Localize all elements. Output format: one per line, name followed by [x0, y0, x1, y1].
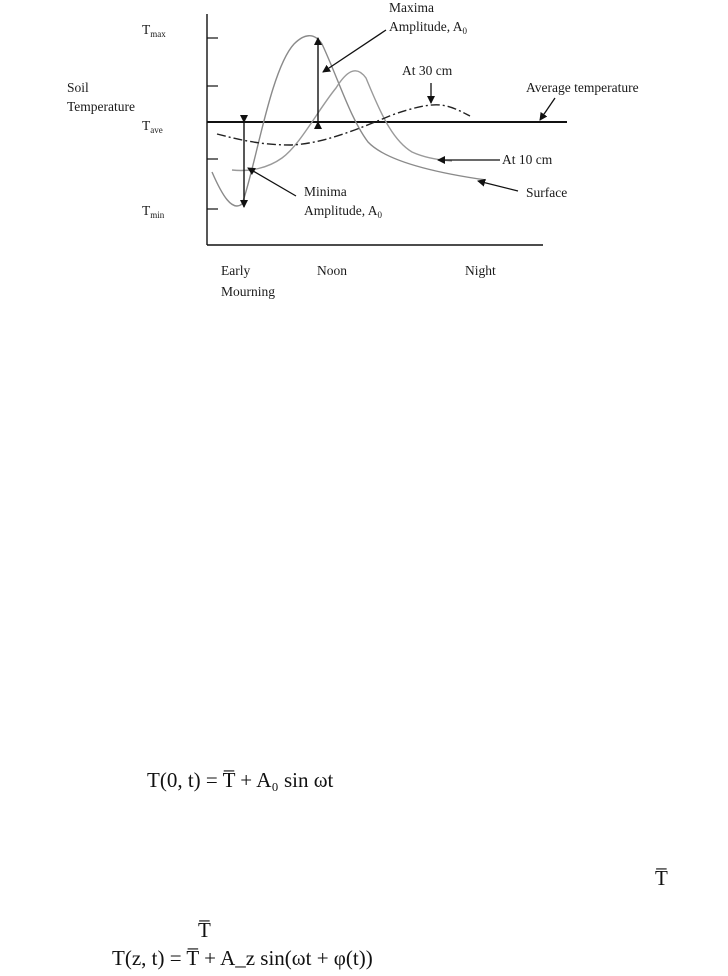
maxima-label-line-1: Maxima [389, 0, 434, 15]
minima-label-line-1: Minima [304, 184, 347, 199]
surface-leader-arrow [478, 181, 518, 191]
equation-depth-temperature: T(z, t) = T̅ + A_z sin(ωt + φ(t)) [112, 946, 373, 970]
surface-curve [212, 36, 486, 206]
at-10cm-label: At 10 cm [502, 152, 553, 167]
average-temperature-leader-arrow [540, 98, 555, 120]
t-min-label: $T_{min}$ [142, 203, 165, 220]
soil-temperature-diagram [0, 0, 728, 320]
x-label-early: Early [221, 263, 251, 278]
t-bar-symbol-mid: T̅ [198, 918, 211, 942]
at-30cm-label: At 30 cm [402, 63, 453, 78]
at-30cm-curve [217, 105, 470, 145]
maxima-label-line-2: Amplitude, $A_0$ [389, 19, 467, 36]
minima-leader-arrow [248, 168, 296, 196]
y-axis-title-line-2: Temperature [67, 99, 136, 114]
x-label-night: Night [465, 263, 496, 278]
x-label-noon: Noon [317, 263, 347, 278]
equation-surface-temperature: T(0, t) = T̅ + A₀ sin ωt [147, 768, 334, 792]
y-axis-title-line-1: Soil [67, 80, 89, 95]
at-10cm-curve [232, 71, 452, 171]
t-ave-label: $T_{ave}$ [142, 118, 163, 135]
t-bar-symbol-right: T̅ [655, 866, 668, 890]
maxima-leader-arrow [323, 30, 386, 72]
minima-label-line-2: Amplitude, $A_0$ [304, 203, 382, 220]
x-label-mourning: Mourning [221, 284, 275, 299]
average-temperature-label: Average temperature [526, 80, 639, 95]
t-max-label: $T_{max}$ [142, 22, 166, 39]
surface-label: Surface [526, 185, 568, 200]
